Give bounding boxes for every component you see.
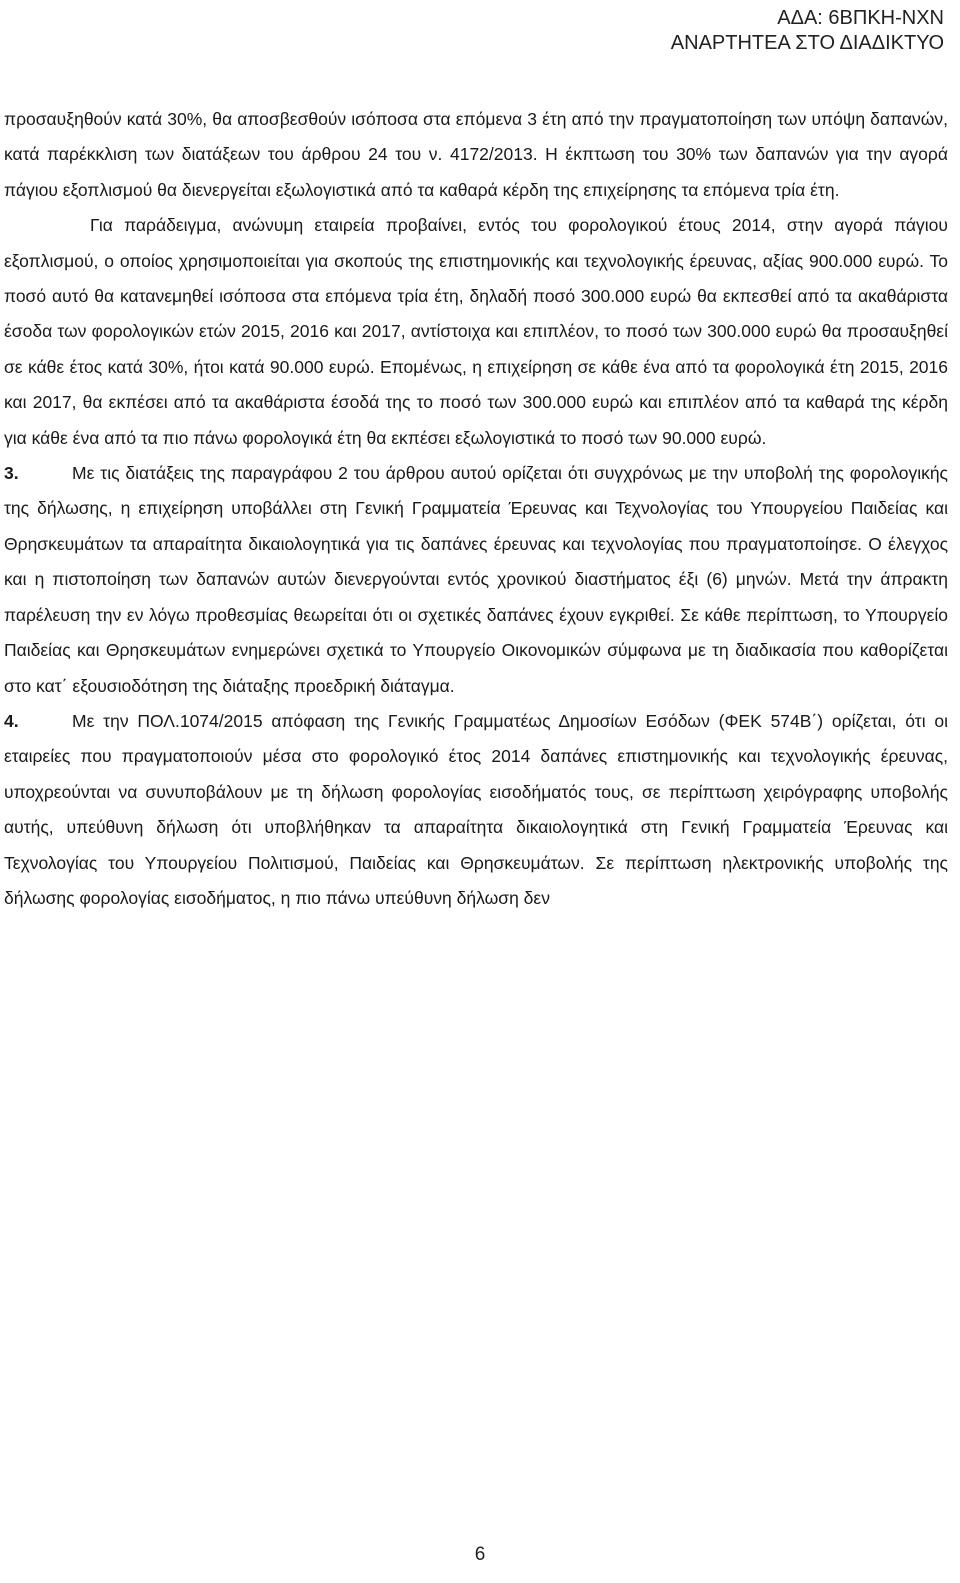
document-header bbox=[671, 6, 944, 56]
paragraph-example: Για παράδειγμα, ανώνυμη εταιρεία προβαίνει, εντός του φορολογικού έτους 2014, στην αγορά πάγιου εξοπλισμού, ο οποίος χρησιμοποιείται για σκοπούς της επιστημονικής και τεχνολογικής έρευνας, αξίας 900.000 ευρώ. Το ποσό αυτό θα κατανεμηθεί ισόποσα στα επόμενα τρία έτη, δηλαδή ποσό 300.000 ευρώ θα εκπεσθεί από τα ακαθάριστα έσοδα των φορολογικών ετών 2015, 2016 και 2017, αντίστοιχα και επιπλέον, το ποσό των 300.000 ευρώ θα προσαυξηθεί σε κάθε έτος κατά 30%, ήτοι κατά 90.000 ευρώ. Επομένως, η επιχείρηση σε κάθε ένα από τα φορολογικά έτη 2015, 2016 και 2017, θα εκπέσει από τα ακαθάριστα έσοδά της το ποσό των 300.000 ευρώ και επιπλέον από τα καθαρά της κέρδη για κάθε ένα από τα πιο πάνω φορολογικά έτη θα εκπέσει εξωλογιστικά το ποσό των 90.000 ευρώ. bbox=[4, 215, 948, 448]
paragraph-3 bbox=[4, 456, 948, 704]
paragraph-3-number: 3. bbox=[4, 463, 19, 484]
paragraph-continuation: προσαυξηθούν κατά 30%, θα αποσβεσθούν ισόποσα στα επόμενα 3 έτη από την πραγματοποίηση των υπόψη δαπανών, κατά παρέκκλιση των διατάξεων του άρθρου 24 του ν. 4172/2013. Η έκπτωση του 30% των δαπανών για την αγορά πάγιου εξοπλισμού θα διενεργείται εξωλογιστικά από τα καθαρά κέρδη της επιχείρησης τα επόμενα τρία έτη. bbox=[4, 109, 948, 200]
paragraph-4-text: Με την ΠΟΛ.1074/2015 απόφαση της Γενικής Γραμματέως Δημοσίων Εσόδων (ΦΕΚ 574Β΄) ορίζεται, ότι οι εταιρείες που πραγματοποιούν μέσα στο φορολογικό έτος 2014 δαπάνες επιστημονικής και τεχνολογικής έρευνας, υποχρεούνται να συνυποβάλουν με τη δήλωση φορολογίας εισοδήματός τους, σε περίπτωση χειρόγραφης υποβολής αυτής, υπεύθυνη δήλωση ότι υποβλήθηκαν τα απαραίτητα δικαιολογητικά στη Γενική Γραμματεία Έρευνας και Τεχνολογίας του Υπουργείου Πολιτισμού, Παιδείας και Θρησκευμάτων. Σε περίπτωση ηλεκτρονικής υποβολής της δήλωσης φορολογίας εισοδήματος, η πιο πάνω υπεύθυνη δήλωση δεν bbox=[4, 710, 948, 908]
ada-code: ΑΔΑ: 6ΒΠΚΗ-ΝΧΝ bbox=[777, 7, 944, 29]
page-number: 6 bbox=[474, 1544, 486, 1565]
paragraph-3-text: Με τις διατάξεις της παραγράφου 2 του άρθρου αυτού ορίζεται ότι συγχρόνως με την υποβολή της φορολογικής της δήλωσης, η επιχείρηση υποβάλλει στη Γενική Γραμματεία Έρευνας και Τεχνολογίας του Υπουργείου Παιδείας και Θρησκευμάτων τα απαραίτητα δικαιολογητικά για τις δαπάνες έρευνας και τεχνολογίας που πραγματοποίησε. Ο έλεγχος και η πιστοποίηση των δαπανών αυτών διενεργούνται εντός χρονικού διαστήματος έξι (6) μηνών. Μετά την άπρακτη παρέλευση την εν λόγω προθεσμίας θεωρείται ότι οι σχετικές δαπάνες έχουν εγκριθεί. Σε κάθε περίπτωση, το Υπουργείο Παιδείας και Θρησκευμάτων ενημερώνει σχετικά το Υπουργείο Οικονομικών σύμφωνα με τη διαδικασία που καθορίζεται στο κατ΄ εξουσιοδότηση της διάταξης προεδρική διάταγμα. bbox=[4, 463, 948, 696]
document-body bbox=[4, 102, 948, 916]
paragraph-4-number: 4. bbox=[4, 710, 19, 731]
paragraph-4 bbox=[4, 704, 948, 916]
publication-notice: ΑΝΑΡΤΗΤΕΑ ΣΤΟ ΔΙΑΔΙΚΤΥΟ bbox=[670, 32, 944, 54]
